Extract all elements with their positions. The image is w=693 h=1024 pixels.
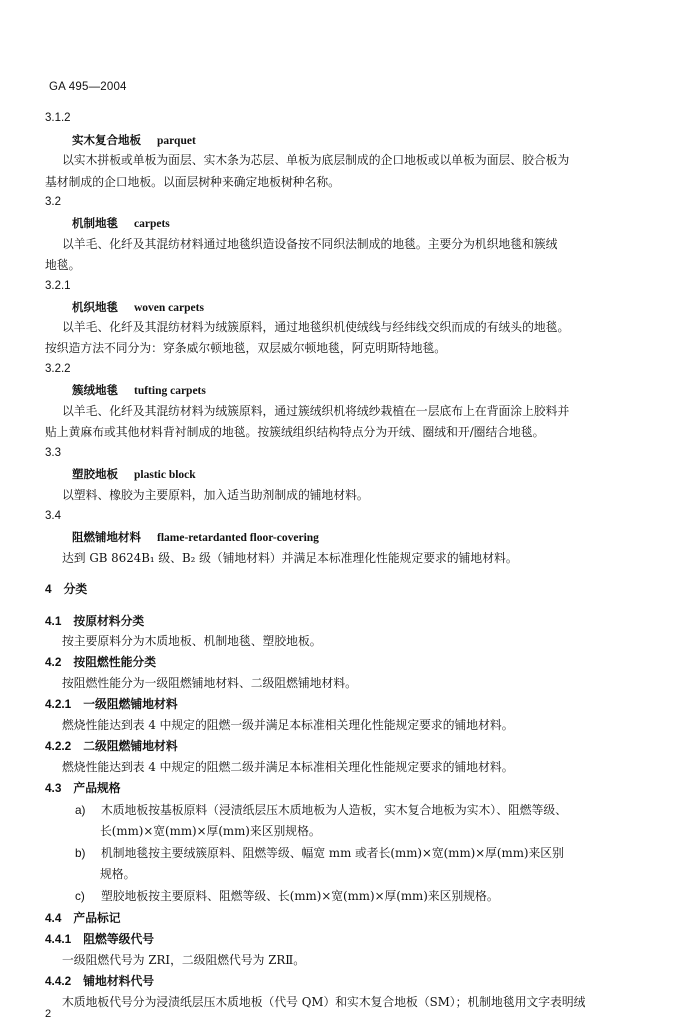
term-cn: 塑胶地板 (72, 467, 118, 481)
paragraph-line: 按阻燃性能分为一级阻燃铺地材料、二级阻燃铺地材料。 (62, 676, 357, 690)
list-item-continuation: 规格。 (100, 867, 136, 881)
definition-line: 基材制成的企口地板。以面层树种来确定地板树种名称。 (45, 175, 340, 189)
list-text: 木质地板按基板原料（浸渍纸层压木质地板为人造板，实木复合地板为实木）、阻燃等级、 (101, 803, 567, 817)
term-en: woven carpets (134, 302, 204, 314)
list-marker: a) (75, 803, 86, 817)
section-heading-4-4 (45, 908, 121, 928)
section-number: 4.4.2 (45, 974, 72, 988)
section-title: 二级阻燃铺地材料 (83, 739, 178, 753)
section-heading-4-4-2 (45, 971, 154, 991)
list-text: 机制地毯按主要绒簇原料、阻燃等级、幅宽 mm 或者长(mm)×宽(mm)×厚(mm)来区别 (101, 846, 564, 860)
list-marker: c) (75, 889, 85, 903)
clause-number-3-2-1: 3.2.1 (45, 280, 71, 292)
paragraph-line: 按主要原料分为木质地板、机制地毯、塑胶地板。 (62, 634, 322, 648)
term-cn: 机织地毯 (72, 300, 118, 314)
section-number: 4.4.1 (45, 932, 72, 946)
definition-line: 以羊毛、化纤及其混纺材料通过地毯织造设备按不同织法制成的地毯。主要分为机织地毯和簇绒 (62, 237, 558, 251)
section-number: 4.4 (45, 911, 62, 925)
paragraph-line: 木质地板代号分为浸渍纸层压木质地板（代号 QM）和实木复合地板（SM）；机制地毯用文字表明绒 (62, 995, 586, 1009)
term-cn: 实木复合地板 (72, 133, 141, 147)
section-title: 一级阻燃铺地材料 (83, 697, 178, 711)
definition-line: 达到 GB 8624B₁ 级、B₂ 级（铺地材料）并满足本标准理化性能规定要求的铺地材料。 (62, 551, 518, 565)
list-marker: b) (75, 846, 86, 860)
term-carpets (72, 213, 170, 233)
paragraph-line: 一级阻燃代号为 ZRⅠ，二级阻燃代号为 ZRⅡ。 (62, 953, 306, 967)
section-title: 产品规格 (73, 781, 121, 795)
clause-number-3-2: 3.2 (45, 196, 61, 208)
term-flame-retardant (72, 527, 319, 547)
section-title: 按阻燃性能分类 (73, 655, 156, 669)
list-item-a (75, 800, 567, 820)
section-number: 4.2.2 (45, 739, 72, 753)
section-heading-4-2-2 (45, 736, 178, 756)
term-parquet (72, 130, 196, 150)
term-woven-carpets (72, 297, 204, 317)
section-number: 4.2.1 (45, 697, 72, 711)
section-heading-4-1 (45, 611, 144, 631)
section-number: 4.3 (45, 781, 62, 795)
definition-line: 以实木拼板或单板为面层、实木条为芯层、单板为底层制成的企口地板或以单板为面层、胶合板为 (62, 153, 570, 167)
list-item-c (75, 886, 499, 906)
section-title: 按原材料分类 (73, 614, 145, 628)
section-heading-4-4-1 (45, 929, 154, 949)
page-number: 2 (45, 1008, 52, 1020)
definition-line: 贴上黄麻布或其他材料背衬制成的地毯。按簇绒组织结构特点分为开绒、圈绒和开/圈结合地毯。 (45, 425, 545, 439)
standard-code-header: GA 495—2004 (49, 81, 127, 93)
term-cn: 阻燃铺地材料 (72, 530, 141, 544)
section-number: 4.2 (45, 655, 62, 669)
section-number: 4.1 (45, 614, 62, 628)
list-item-b (75, 843, 564, 863)
section-title: 阻燃等级代号 (83, 932, 155, 946)
definition-line: 以羊毛、化纤及其混纺材料为绒簇原料，通过地毯织机使绒线与经纬线交织而成的有绒头的地毯。 (62, 320, 570, 334)
term-plastic-block (72, 464, 196, 484)
clause-number-3-1-2: 3.1.2 (45, 112, 71, 124)
section-title: 分类 (63, 582, 88, 596)
definition-line: 以羊毛、化纤及其混纺材料为绒簇原料，通过簇绒织机将绒纱栽植在一层底布上在背面涂上胶料并 (62, 404, 570, 418)
definition-line: 地毯。 (45, 258, 81, 272)
section-heading-4-3 (45, 778, 121, 798)
clause-number-3-4: 3.4 (45, 510, 61, 522)
term-cn: 机制地毯 (72, 216, 118, 230)
section-title: 铺地材料代号 (83, 974, 155, 988)
section-number: 4 (45, 582, 52, 596)
term-en: plastic block (134, 469, 196, 481)
term-tufting-carpets (72, 380, 206, 400)
paragraph-line: 燃烧性能达到表 4 中规定的阻燃一级并满足本标准相关理化性能规定要求的铺地材料。 (62, 718, 514, 732)
term-en: parquet (157, 135, 196, 147)
clause-number-3-2-2: 3.2.2 (45, 363, 71, 375)
term-en: tufting carpets (134, 385, 206, 397)
term-en: flame-retardanted floor-covering (157, 532, 319, 544)
definition-line: 按织造方法不同分为：穿条威尔顿地毯，双层威尔顿地毯，阿克明斯特地毯。 (45, 341, 447, 355)
clause-number-3-3: 3.3 (45, 447, 61, 459)
list-text: 塑胶地板按主要原料、阻燃等级、长(mm)×宽(mm)×厚(mm)来区别规格。 (101, 889, 499, 903)
term-en: carpets (134, 218, 170, 230)
paragraph-line: 燃烧性能达到表 4 中规定的阻燃二级并满足本标准相关理化性能规定要求的铺地材料。 (62, 760, 514, 774)
section-heading-4-2-1 (45, 694, 178, 714)
term-cn: 簇绒地毯 (72, 383, 118, 397)
section-heading-4 (45, 579, 87, 599)
list-item-continuation: 长(mm)×宽(mm)×厚(mm)来区别规格。 (100, 824, 321, 838)
definition-line: 以塑料、橡胶为主要原料，加入适当助剂制成的铺地材料。 (62, 488, 369, 502)
section-heading-4-2 (45, 652, 156, 672)
section-title: 产品标记 (73, 911, 121, 925)
